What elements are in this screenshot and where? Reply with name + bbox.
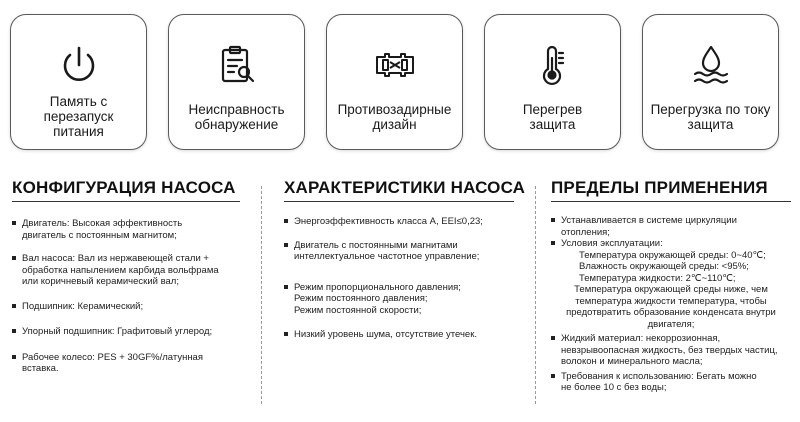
- list-item: Устанавливается в системе циркуляции отопления;: [551, 215, 791, 238]
- list-item: Жидкий материал: некоррозионная, невзрывоопасная жидкость, без твердых частиц, волокон и минерального масла;: [551, 333, 791, 368]
- section-title: ХАРАКТЕРИСТИКИ НАСОСА: [284, 178, 526, 197]
- feature-label: Неисправность обнаружение: [188, 102, 285, 132]
- list-item: Упорный подшипник: Графитовый углерод;: [12, 326, 240, 338]
- list-item: Температура окружающей среды ниже, чем температура жидкости температура, чтобы предотвратить образование конденсата внутри двигателя;: [566, 284, 776, 330]
- list-item: Рабочее колесо: PES + 30GF%/латунная вставка.: [12, 352, 240, 375]
- feature-label: Перегрев защита: [522, 102, 583, 132]
- application-limits-section: [551, 178, 791, 394]
- feature-card-power-memory: [10, 14, 147, 150]
- list-item: Низкий уровень шума, отсутствие утечек.: [284, 329, 514, 341]
- column-separator: [261, 186, 262, 404]
- list-item: Температура окружающей среды: 0~40℃; Влажность окружающей среды: <95%; Температура жидкости: 2℃~110℃;: [579, 249, 766, 284]
- list-item: Подшипник: Керамический;: [12, 301, 240, 313]
- list-item: Режим пропорционального давления; Режим постоянного давления; Режим постоянной скорости;: [284, 282, 514, 317]
- pump-characteristics-section: [284, 178, 526, 341]
- thermometer-icon: [531, 43, 575, 87]
- section-divider: [284, 201, 514, 202]
- section-divider: [12, 201, 240, 202]
- list-item: Двигатель: Высокая эффективность двигатель с постоянным магнитом;: [12, 218, 240, 241]
- power-icon: [57, 43, 101, 87]
- water-drop-waves-icon: [689, 43, 733, 87]
- list-item: Вал насоса: Вал из нержавеющей стали + обработка напылением карбида вольфрама или коричневый керамический вал;: [12, 253, 240, 288]
- feature-card-fault-detection: [168, 14, 305, 150]
- list-item: Энергоэффективность класса A, EEI≤0,23;: [284, 216, 514, 228]
- feature-card-overcurrent: [642, 14, 779, 150]
- section-title: КОНФИГУРАЦИЯ НАСОСА: [12, 178, 236, 197]
- pump-configuration-section: [12, 178, 240, 375]
- section-divider: [551, 201, 791, 202]
- feature-card-anti-seize: [326, 14, 463, 150]
- list-item: Двигатель с постоянными магнитами интеллектуальное частотное управление;: [284, 240, 514, 263]
- diagnostic-clipboard-icon: [215, 43, 259, 87]
- feature-cards: [10, 14, 790, 150]
- feature-card-overheat: [484, 14, 621, 150]
- list-item: Требования к использованию: Бегать можно не более 10 с без воды;: [551, 371, 791, 394]
- section-title: ПРЕДЕЛЫ ПРИМЕНЕНИЯ: [551, 178, 768, 197]
- feature-label: Перегрузка по току защита: [650, 102, 771, 132]
- feature-label: Противозадирные дизайн: [337, 102, 452, 132]
- feature-label: Память с перезапуск питания: [43, 94, 114, 139]
- list-item: Условия эксплуатации:: [551, 238, 791, 250]
- anti-seize-rotor-icon: [373, 43, 417, 87]
- column-separator: [535, 186, 536, 404]
